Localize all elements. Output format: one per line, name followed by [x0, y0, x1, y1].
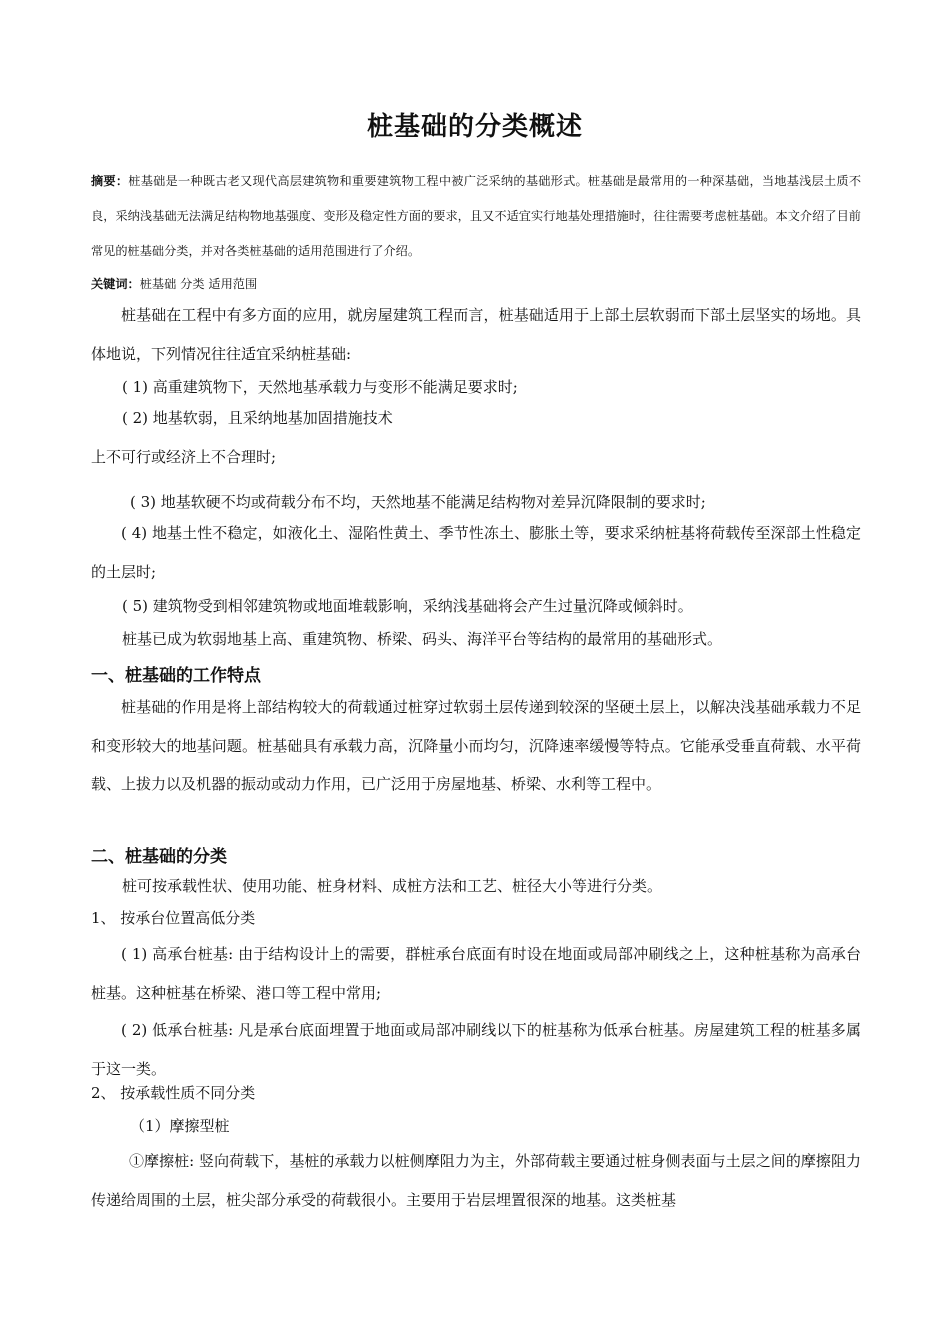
keywords-label: 关键词：: [91, 277, 140, 291]
intro-item-2: ( 2) 地基软弱，且采纳地基加固措施技术: [122, 409, 393, 427]
intro-item-5: ( 5) 建筑物受到相邻建筑物或地面堆载影响，采纳浅基础将会产生过量沉降或倾斜时。: [122, 597, 693, 615]
subsection-2-item-1: （1）摩擦型桩: [130, 1117, 230, 1135]
intro-paragraph-2: 桩基已成为软弱地基上高、重建筑物、桥梁、码头、海洋平台等结构的最常用的基础形式。: [122, 630, 723, 648]
section-2-heading: 二、桩基础的分类: [91, 847, 227, 867]
subsection-2-title: 2、 按承载性质不同分类: [91, 1084, 256, 1102]
section-1-paragraph: 桩基础的作用是将上部结构较大的荷载通过桩穿过软弱土层传递到较深的坚硬土层上，以解决浅基础承载力不足和变形较大的地基问题。桩基础具有承载力高，沉降量小而均匀，沉降速率缓慢等特点。它能承受垂直荷载、水平荷载、上拔力以及机器的振动或动力作用，已广泛用于房屋地基、桥梁、水利等工程中。: [91, 698, 861, 793]
subsection-1-title: 1、 按承台位置高低分类: [91, 909, 256, 927]
intro-item-1: ( 1) 高重建筑物下，天然地基承载力与变形不能满足要求时;: [122, 378, 518, 396]
abstract-text: 桩基础是一种既古老又现代高层建筑物和重要建筑物工程中被广泛采纳的基础形式。桩基础是最常用的一种深基础，当地基浅层土质不良，采纳浅基础无法满足结构物地基强度、变形及稳定性方面的要求，且又不适宜实行地基处理措施时，往往需要考虑桩基础。本文介绍了目前常见的桩基础分类，并对各类桩基础的适用范围进行了介绍。: [91, 174, 862, 258]
section-1-heading: 一、桩基础的工作特点: [91, 666, 261, 686]
abstract-label: 摘要：: [91, 174, 129, 188]
intro-item-4: ( 4) 地基土性不稳定，如液化土、湿陷性黄土、季节性冻土、膨胀土等，要求采纳桩基将荷载传至深部土性稳定的土层时;: [91, 524, 861, 581]
section-2-paragraph: 桩可按承载性状、使用功能、桩身材料、成桩方法和工艺、桩径大小等进行分类。: [122, 877, 663, 895]
keywords-text: 桩基础 分类 适用范围: [139, 277, 258, 291]
intro-item-3: ( 3) 地基软硬不均或荷载分布不均，天然地基不能满足结构物对差异沉降限制的要求时;: [130, 493, 706, 511]
intro-item-2-continued: 上不可行或经济上不合理时;: [91, 448, 277, 466]
abstract: [91, 164, 861, 269]
friction-pile-paragraph: ①摩擦桩: 竖向荷载下，基桩的承载力以桩侧摩阻力为主，外部荷载主要通过桩身侧表面与土层之间的摩擦阻力传递给周围的土层，桩尖部分承受的荷载很小。主要用于岩层埋置很深的地基。这类桩基: [91, 1152, 861, 1209]
keywords: [91, 272, 257, 296]
subsection-1-item-1: ( 1) 高承台桩基: 由于结构设计上的需要，群桩承台底面有时设在地面或局部冲刷线之上，这种桩基称为高承台桩基。这种桩基在桥梁、港口等工程中常用;: [91, 945, 861, 1002]
page-title: 桩基础的分类概述: [366, 112, 583, 142]
subsection-1-item-2: ( 2) 低承台桩基: 凡是承台底面埋置于地面或局部冲刷线以下的桩基称为低承台桩基。房屋建筑工程的桩基多属于这一类。: [91, 1021, 861, 1078]
intro-paragraph: 桩基础在工程中有多方面的应用，就房屋建筑工程而言，桩基础适用于上部土层软弱而下部土层坚实的场地。具体地说，下列情况往往适宜采纳桩基础:: [91, 306, 861, 363]
